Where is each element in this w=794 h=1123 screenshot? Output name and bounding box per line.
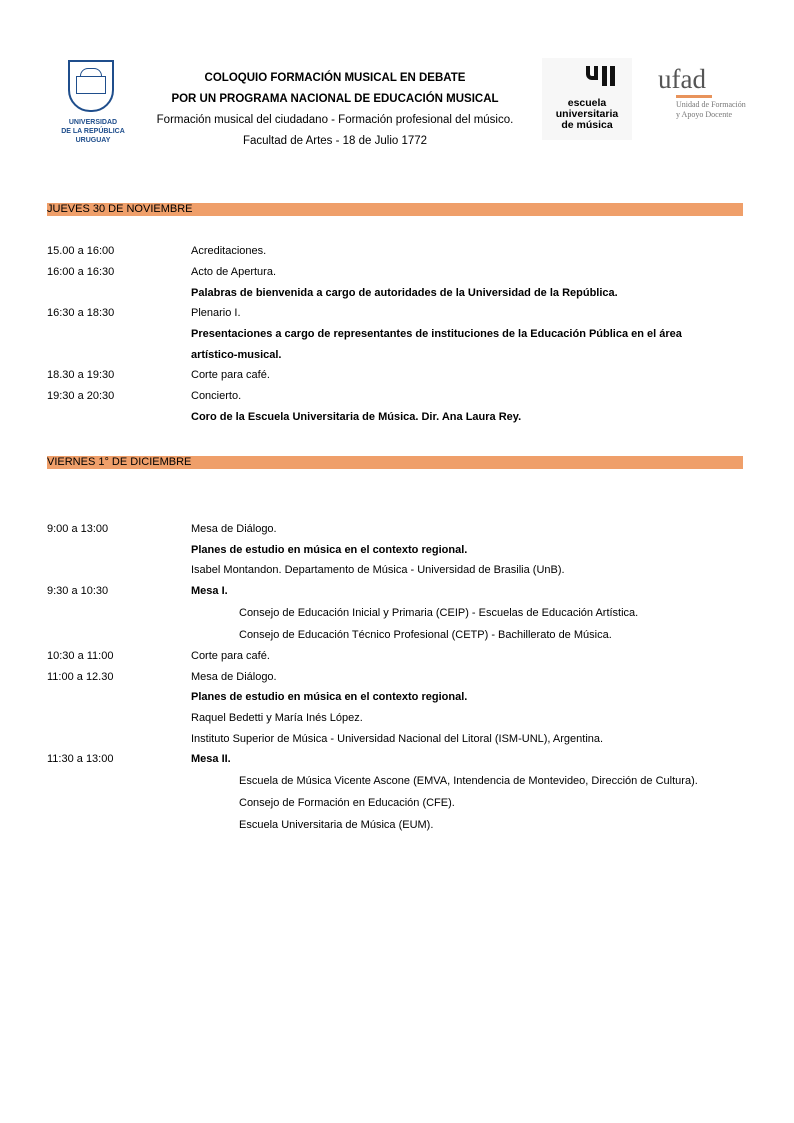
- schedule-item: Planes de estudio en música en el contexto regional.: [191, 691, 468, 703]
- ufad-logo-word: ufad: [658, 64, 706, 94]
- header-venue: Facultad de Artes - 18 de Julio 1772: [242, 135, 428, 147]
- schedule-item: Acto de Apertura.: [191, 266, 276, 278]
- udelar-logo-line2: DE LA REPÚBLICA: [61, 128, 125, 135]
- eum-mark-icon: [584, 66, 622, 86]
- schedule-item: Coro de la Escuela Universitaria de Música. Dir. Ana Laura Rey.: [191, 411, 522, 423]
- eum-logo: [542, 58, 632, 140]
- schedule-subitem: Escuela de Música Vicente Ascone (EMVA, Intendencia de Montevideo, Dirección de Cultura).: [239, 775, 698, 787]
- schedule-item: Palabras de bienvenida a cargo de autoridades de la Universidad de la República.: [191, 287, 618, 299]
- eum-logo-line3: de música: [561, 119, 613, 131]
- ufad-logo: [652, 64, 762, 124]
- schedule-time: 16:30 a 18:30: [47, 307, 115, 319]
- schedule-subitem: Consejo de Educación Técnico Profesional (CETP) - Bachillerato de Música.: [239, 629, 612, 641]
- schedule-item: Mesa I.: [191, 585, 228, 597]
- schedule-time: 10:30 a 11:00: [47, 650, 114, 662]
- schedule-item: Mesa de Diálogo.: [191, 671, 277, 683]
- schedule-subitem: Consejo de Formación en Educación (CFE).: [239, 797, 455, 809]
- eum-logo-line2: universitaria: [555, 108, 619, 120]
- schedule-item: Planes de estudio en música en el contexto regional.: [191, 544, 468, 556]
- schedule-item: Concierto.: [191, 390, 242, 402]
- day-header-friday: VIERNES 1° DE DICIEMBRE: [47, 456, 743, 469]
- header-subtitle: Formación musical del ciudadano - Formación profesional del músico.: [156, 114, 514, 126]
- schedule-time: 18.30 a 19:30: [47, 369, 115, 381]
- schedule-item: Presentaciones a cargo de representantes de instituciones de la Educación Pública en el área: [191, 328, 682, 340]
- udelar-logo: [56, 58, 130, 148]
- university-shield-icon: [68, 60, 114, 112]
- schedule-item: Raquel Bedetti y María Inés López.: [191, 712, 363, 724]
- udelar-logo-line3: URUGUAY: [75, 137, 111, 144]
- schedule-item: Plenario I.: [191, 307, 241, 319]
- schedule-item: Mesa II.: [191, 753, 231, 765]
- ufad-accent-bar: [676, 95, 712, 98]
- schedule-item: Mesa de Diálogo.: [191, 523, 277, 535]
- schedule-time: 11:30 a 13:00: [47, 753, 114, 765]
- schedule-item: artístico-musical.: [191, 349, 282, 361]
- schedule-item: Corte para café.: [191, 369, 270, 381]
- ufad-logo-sub1: Unidad de Formación: [676, 100, 746, 109]
- udelar-logo-line1: UNIVERSIDAD: [68, 119, 118, 126]
- header-title-line2: POR UN PROGRAMA NACIONAL DE EDUCACIÓN MUSICAL: [171, 93, 499, 105]
- schedule-time: 19:30 a 20:30: [47, 390, 115, 402]
- schedule-item: Instituto Superior de Música - Universidad Nacional del Litoral (ISM-UNL), Argentina.: [191, 733, 604, 745]
- day-header-thursday: JUEVES 30 DE NOVIEMBRE: [47, 203, 743, 216]
- header-title-line1: COLOQUIO FORMACIÓN MUSICAL EN DEBATE: [204, 72, 466, 84]
- schedule-item: Isabel Montandon. Departamento de Música - Universidad de Brasilia (UnB).: [191, 564, 565, 576]
- document-header: [130, 68, 540, 152]
- schedule-time: 15.00 a 16:00: [47, 245, 115, 257]
- schedule-subitem: Escuela Universitaria de Música (EUM).: [239, 819, 434, 831]
- schedule-time: 16:00 a 16:30: [47, 266, 115, 278]
- schedule-subitem: Consejo de Educación Inicial y Primaria (CEIP) - Escuelas de Educación Artística.: [239, 607, 639, 619]
- eum-logo-line1: escuela: [567, 97, 607, 109]
- schedule-item: Corte para café.: [191, 650, 270, 662]
- schedule-item: Acreditaciones.: [191, 245, 267, 257]
- schedule-time: 11:00 a 12.30: [47, 671, 114, 683]
- ufad-logo-sub2: y Apoyo Docente: [676, 110, 732, 119]
- schedule-time: 9:00 a 13:00: [47, 523, 109, 535]
- schedule-time: 9:30 a 10:30: [47, 585, 109, 597]
